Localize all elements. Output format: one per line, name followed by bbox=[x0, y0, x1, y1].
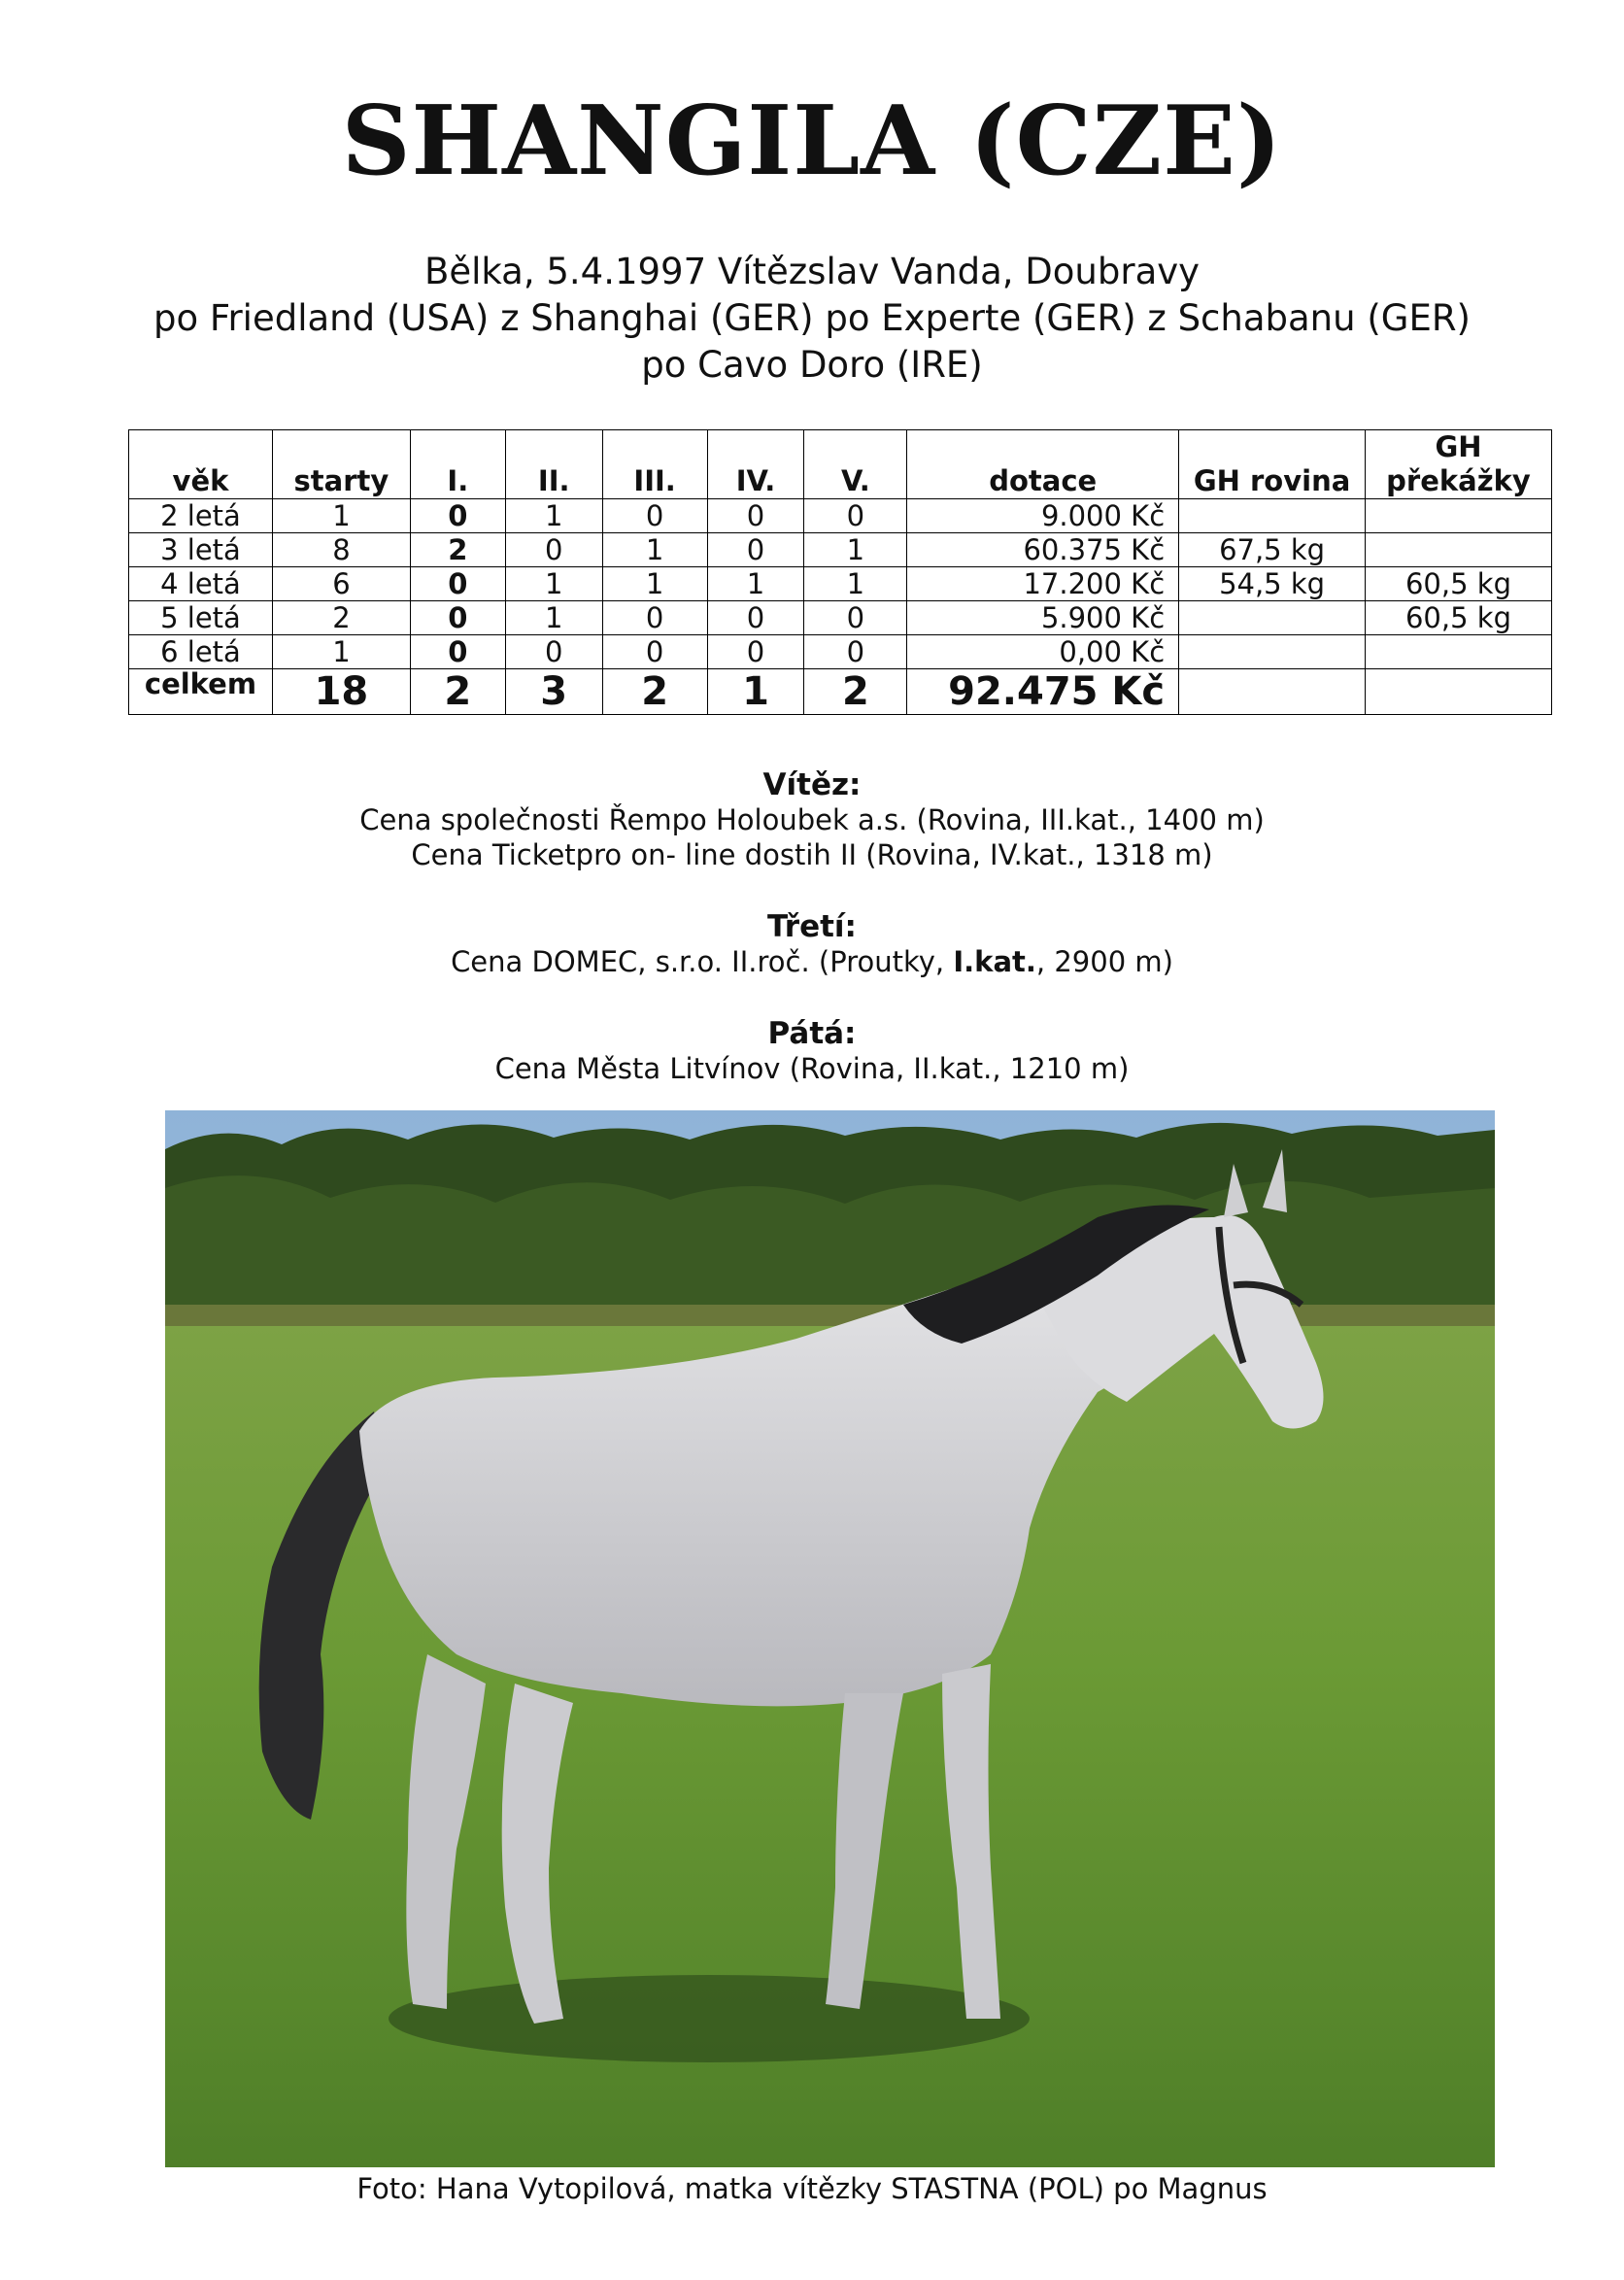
cell: 2 bbox=[410, 669, 505, 715]
cell: 5 letá bbox=[129, 601, 273, 635]
table-row bbox=[129, 567, 1552, 601]
cell bbox=[1179, 669, 1366, 715]
cell bbox=[1365, 533, 1551, 567]
col-header: I. bbox=[410, 430, 505, 499]
col-header: věk bbox=[129, 430, 273, 499]
cell: 0 bbox=[602, 499, 707, 533]
cell: 0 bbox=[707, 533, 804, 567]
cell: 0 bbox=[505, 635, 602, 669]
cell: 0 bbox=[410, 601, 505, 635]
cell: 67,5 kg bbox=[1179, 533, 1366, 567]
winner-race: Cena společnosti Řempo Holoubek a.s. (Rovina, III.kat., 1400 m) bbox=[359, 803, 1265, 836]
table-total-row bbox=[129, 669, 1552, 715]
third-race-category: I.kat. bbox=[953, 945, 1036, 978]
horse-photo bbox=[165, 1110, 1495, 2167]
cell: 1 bbox=[505, 499, 602, 533]
cell: 2 bbox=[410, 533, 505, 567]
cell: 9.000 Kč bbox=[907, 499, 1179, 533]
race-stats-table bbox=[128, 429, 1552, 715]
cell: 1 bbox=[272, 635, 410, 669]
cell: 6 letá bbox=[129, 635, 273, 669]
cell: 1 bbox=[505, 601, 602, 635]
cell: 1 bbox=[272, 499, 410, 533]
cell bbox=[1179, 601, 1366, 635]
info-line-3: po Cavo Doro (IRE) bbox=[641, 344, 983, 386]
cell: 8 bbox=[272, 533, 410, 567]
cell: 0 bbox=[707, 635, 804, 669]
cell: 0 bbox=[410, 567, 505, 601]
info-line-2: po Friedland (USA) z Shanghai (GER) po Experte (GER) z Schabanu (GER) bbox=[153, 297, 1471, 339]
cell: 0 bbox=[804, 499, 907, 533]
table-row bbox=[129, 635, 1552, 669]
cell: 2 letá bbox=[129, 499, 273, 533]
cell: 0 bbox=[707, 499, 804, 533]
cell: 0 bbox=[505, 533, 602, 567]
col-header: V. bbox=[804, 430, 907, 499]
cell: 4 letá bbox=[129, 567, 273, 601]
cell: 92.475 Kč bbox=[907, 669, 1179, 715]
cell: 2 bbox=[272, 601, 410, 635]
table-row bbox=[129, 533, 1552, 567]
fifth-race: Cena Města Litvínov (Rovina, II.kat., 1210 m) bbox=[494, 1052, 1130, 1085]
cell: 60,5 kg bbox=[1365, 601, 1551, 635]
col-header: GH překážky bbox=[1365, 430, 1551, 499]
cell bbox=[1365, 669, 1551, 715]
table-row bbox=[129, 601, 1552, 635]
photo-caption: Foto: Hana Vytopilová, matka vítězky STASTNA (POL) po Magnus bbox=[356, 2172, 1268, 2205]
third-race-text-end: , 2900 m) bbox=[1035, 945, 1173, 978]
third-heading: Třetí: bbox=[767, 909, 857, 944]
third-race bbox=[0, 944, 1624, 979]
third-section bbox=[0, 909, 1624, 979]
cell: 0,00 Kč bbox=[907, 635, 1179, 669]
cell: 1 bbox=[804, 533, 907, 567]
horse-title: SHANGILA (CZE) bbox=[341, 85, 1283, 197]
cell: 0 bbox=[804, 601, 907, 635]
cell: 1 bbox=[602, 567, 707, 601]
cell bbox=[1179, 635, 1366, 669]
cell: 1 bbox=[707, 669, 804, 715]
cell: 3 bbox=[505, 669, 602, 715]
cell: 60,5 kg bbox=[1365, 567, 1551, 601]
cell: 0 bbox=[410, 499, 505, 533]
col-header: GH rovina bbox=[1179, 430, 1366, 499]
cell: 0 bbox=[410, 635, 505, 669]
cell: 0 bbox=[602, 635, 707, 669]
col-header: dotace bbox=[907, 430, 1179, 499]
horse-info bbox=[0, 249, 1624, 389]
cell bbox=[1365, 499, 1551, 533]
cell: 3 letá bbox=[129, 533, 273, 567]
cell: 54,5 kg bbox=[1179, 567, 1366, 601]
col-header: starty bbox=[272, 430, 410, 499]
winner-heading: Vítěz: bbox=[762, 767, 862, 802]
col-header: II. bbox=[505, 430, 602, 499]
cell bbox=[1365, 635, 1551, 669]
cell: 0 bbox=[602, 601, 707, 635]
col-header: III. bbox=[602, 430, 707, 499]
info-line-1: Bělka, 5.4.1997 Vítězslav Vanda, Doubravy bbox=[423, 251, 1201, 292]
cell: 1 bbox=[804, 567, 907, 601]
cell: 2 bbox=[804, 669, 907, 715]
cell: 5.900 Kč bbox=[907, 601, 1179, 635]
col-header: IV. bbox=[707, 430, 804, 499]
cell bbox=[1179, 499, 1366, 533]
winner-section bbox=[0, 767, 1624, 872]
fifth-heading: Pátá: bbox=[767, 1016, 857, 1051]
table-header-row bbox=[129, 430, 1552, 499]
cell: 0 bbox=[707, 601, 804, 635]
cell: 18 bbox=[272, 669, 410, 715]
cell: 60.375 Kč bbox=[907, 533, 1179, 567]
cell: 0 bbox=[804, 635, 907, 669]
cell: 17.200 Kč bbox=[907, 567, 1179, 601]
cell: 1 bbox=[602, 533, 707, 567]
cell: 2 bbox=[602, 669, 707, 715]
table-row bbox=[129, 499, 1552, 533]
winner-race: Cena Ticketpro on- line dostih II (Rovina, IV.kat., 1318 m) bbox=[411, 838, 1213, 871]
cell: celkem bbox=[129, 669, 273, 715]
third-race-text: Cena DOMEC, s.r.o. II.roč. (Proutky, bbox=[451, 945, 954, 978]
cell: 1 bbox=[505, 567, 602, 601]
fifth-section bbox=[0, 1016, 1624, 1086]
cell: 6 bbox=[272, 567, 410, 601]
cell: 1 bbox=[707, 567, 804, 601]
